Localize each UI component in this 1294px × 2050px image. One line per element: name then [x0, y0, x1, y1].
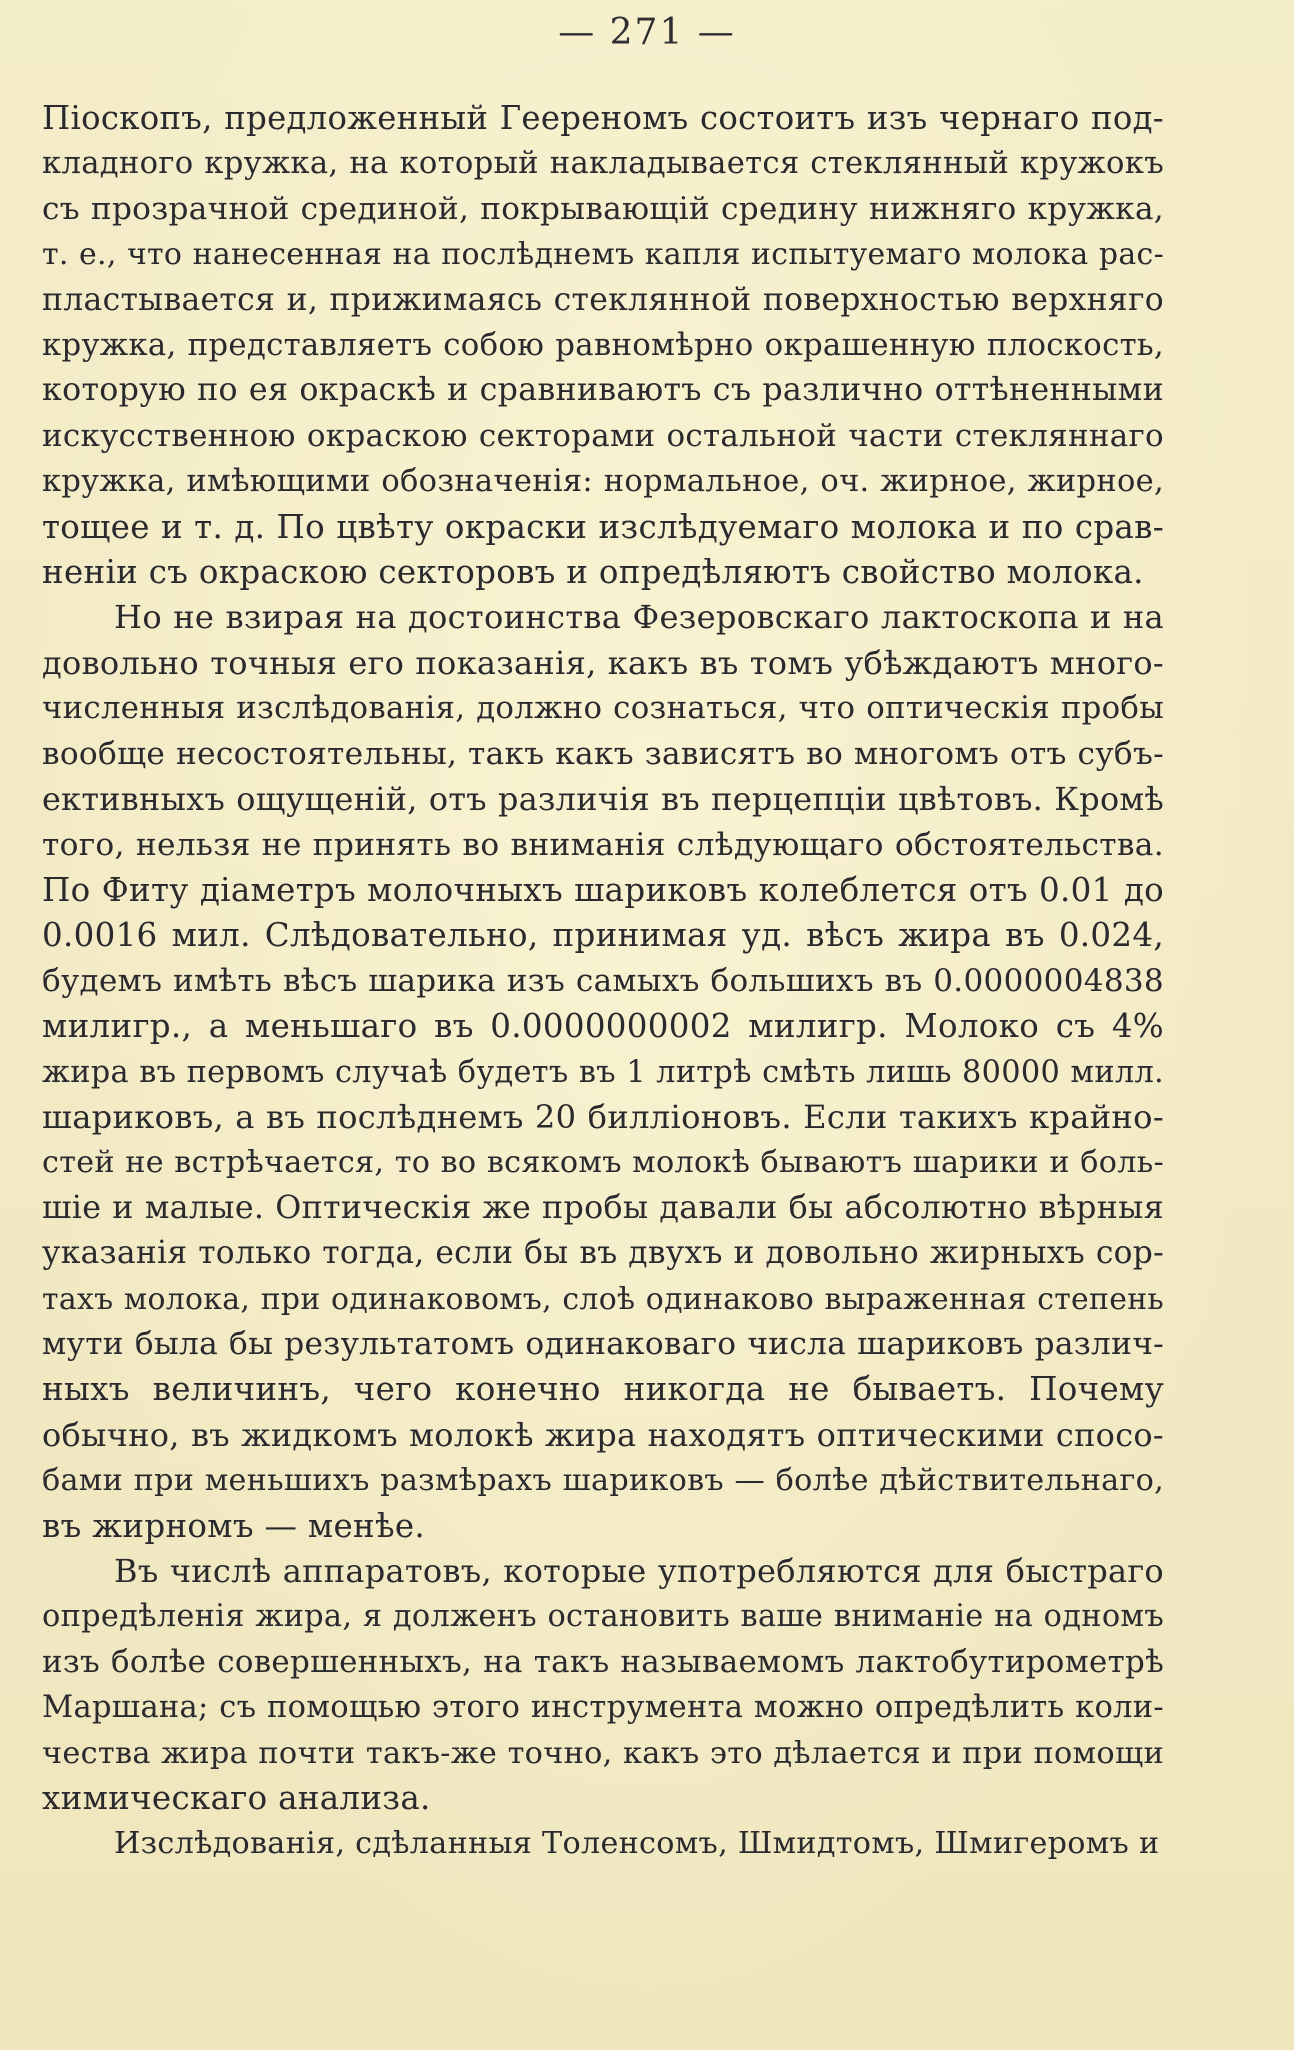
text-line: будемъ имѣть вѣсъ шарика изъ самыхъ большихъ въ 0.0000004838 — [42, 962, 1164, 999]
text-line: кружка, имѣющими обозначенія: нормальное, оч. жирное, жирное, — [42, 464, 1164, 500]
text-line: того, нельзя не принять во вниманія слѣдующаго обстоятельства. — [42, 826, 1164, 863]
text-line: вообще несостоятельны, такъ какъ зависятъ во многомъ отъ субъ- — [42, 735, 1164, 772]
text-line: 0.0016 мил. Слѣдовательно, принимая уд. вѣсъ жира въ 0.024, — [42, 916, 1164, 955]
text-line: милигр., а меньшаго въ 0.0000000002 милигр. Молоко съ 4% — [42, 1007, 1164, 1046]
text-line: неніи съ окраскою секторовъ и опредѣляютъ свойство молока. — [42, 553, 1144, 592]
text-line: Маршана; съ помощью этого инструмента можно опредѣлить коли- — [42, 1690, 1164, 1726]
text-line: въ жирномъ — менѣе. — [42, 1506, 426, 1545]
text-line: Изслѣдованія, сдѣланныя Толенсомъ, Шмидтомъ, Шмигеромъ и — [114, 1826, 1160, 1862]
paragraph — [42, 96, 1164, 595]
text-line: съ прозрачной срединой, покрывающій средину нижняго кружка, — [42, 190, 1164, 227]
paragraph — [42, 1549, 1164, 1821]
text-line: довольно точныя его показанія, какъ въ томъ убѣждаютъ много- — [42, 643, 1164, 682]
text-line: Піоскопъ, предложенный Геереномъ состоитъ изъ чернаго под- — [42, 99, 1164, 137]
text-line: указанія только тогда, если бы въ двухъ и довольно жирныхъ сор- — [42, 1235, 1164, 1272]
paragraph — [42, 595, 1164, 1549]
text-line: опредѣленія жира, я долженъ остановить ваше вниманіе на одномъ — [42, 1599, 1164, 1635]
text-line: кладного кружка, на который накладывается стеклянный кружокъ — [42, 146, 1164, 182]
paragraph — [42, 1821, 1164, 1866]
text-line: бами при меньшихъ размѣрахъ шариковъ — болѣе дѣйствительнаго, — [42, 1463, 1164, 1499]
text-line: искусственною окраскою секторами остальной части стекляннаго — [42, 417, 1164, 454]
text-line: численныя изслѣдованія, должно сознаться, что оптическія пробы — [42, 690, 1164, 727]
text-line: пластывается и, прижимаясь стеклянной поверхностью верхняго — [42, 281, 1164, 318]
text-line: тощее и т. д. По цвѣту окраски изслѣдуемаго молока и по срав- — [42, 507, 1164, 546]
text-line: мути была бы результатомъ одинаковаго числа шариковъ различ- — [42, 1325, 1164, 1362]
text-line: ныхъ величинъ, чего конечно никогда не бываетъ. Почему — [42, 1370, 1164, 1409]
text-line: стей не встрѣчается, то во всякомъ молокѣ бываютъ шарики и боль- — [42, 1145, 1164, 1181]
text-line: чества жира почти такъ-же точно, какъ это дѣлается и при помощи — [42, 1735, 1164, 1771]
text-line: тахъ молока, при одинаковомъ, слоѣ одинаково выраженная степень — [42, 1281, 1164, 1317]
text-line: обычно, въ жидкомъ молокѣ жира находятъ оптическими спосо- — [42, 1415, 1164, 1454]
text-line: жира въ первомъ случаѣ будетъ въ 1 литрѣ смѣть лишь 80000 милл. — [42, 1054, 1164, 1090]
page-number: — 271 — — [558, 12, 736, 53]
text-line: кружка, представляетъ собою равномѣрно окрашенную плоскость, — [42, 327, 1164, 364]
text-line: которую по ея окраскѣ и сравниваютъ съ различно оттѣненными — [42, 372, 1164, 409]
text-line: шариковъ, а въ послѣднемъ 20 билліоновъ. Если такихъ крайно- — [42, 1097, 1164, 1136]
text-line: Въ числѣ аппаратовъ, которые употребляются для быстраго — [114, 1552, 1164, 1590]
text-line: изъ болѣе совершенныхъ, на такъ называемомъ лактобутирометрѣ — [42, 1643, 1164, 1680]
text-line: т. е., что нанесенная на послѣднемъ капля испытуемаго молока рас- — [42, 237, 1164, 273]
text-line: химическаго анализа. — [42, 1779, 431, 1818]
text-line: ективныхъ ощущеній, отъ различія въ перцепціи цвѣтовъ. Кромѣ — [42, 780, 1164, 819]
body-text — [42, 96, 1164, 1867]
text-line: Но не взирая на достоинства Фезеровскаго лактоскопа и на — [114, 598, 1164, 637]
text-line: шіе и малые. Оптическія же пробы давали бы абсолютно вѣрныя — [42, 1189, 1164, 1226]
text-line: По Фиту діаметръ молочныхъ шариковъ колеблется отъ 0.01 до — [42, 870, 1164, 909]
